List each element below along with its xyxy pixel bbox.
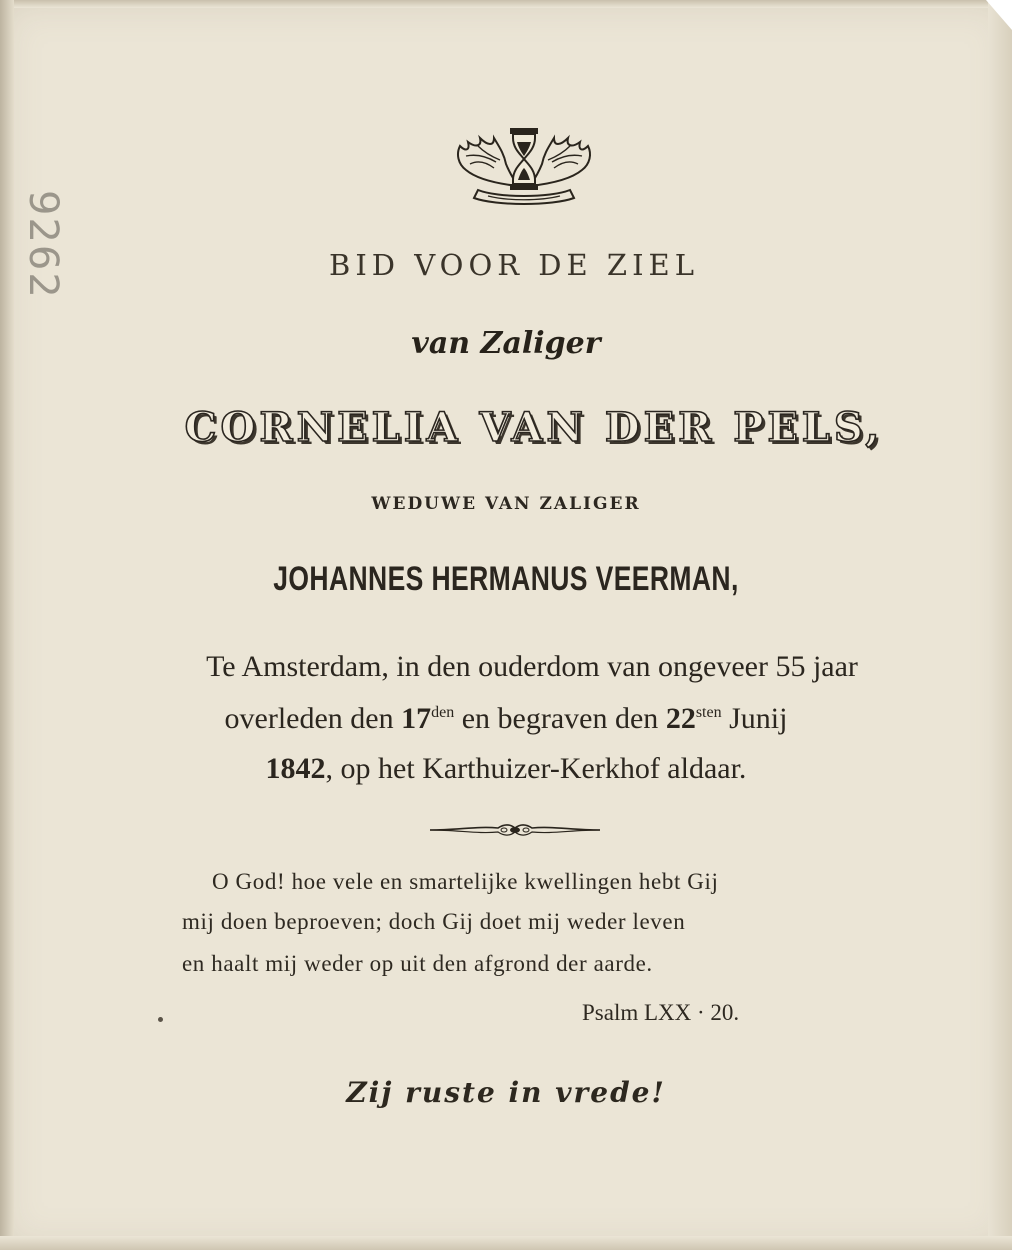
hourglass-wings-emblem-icon	[448, 124, 600, 206]
verse-line-3: en haalt mij weder op uit den afgrond der aarde.	[182, 951, 653, 976]
ornamental-divider-icon	[428, 822, 602, 838]
burial-day: 22	[665, 702, 696, 735]
closing-blessing: Zij ruste in vrede!	[346, 1076, 666, 1109]
death-day: 17	[401, 702, 432, 735]
body-text: overleden den	[224, 702, 402, 735]
verse-line-1: O God! hoe vele en smartelijke kwellingen hebt Gij	[212, 869, 719, 894]
heading-pray-for-soul: BID VOOR DE ZIEL	[329, 248, 699, 282]
body-text: en begraven den	[454, 702, 666, 735]
psalm-reference: Psalm LXX · 20.	[582, 1000, 740, 1025]
paper-edge-bottom	[0, 1236, 1012, 1250]
body-text: Junij	[721, 702, 788, 735]
body-line-1: Te Amsterdam, in den ouderdom van ongeveer 55 jaar	[206, 650, 858, 683]
paper-edge-top	[0, 0, 1012, 8]
deceased-name: CORNELIA VAN DER PELS,	[184, 404, 884, 451]
husband-name: JOHANNES HERMANUS VEERMAN,	[273, 560, 739, 598]
body-text: , op het Karthuizer-Kerkhof aldaar.	[325, 752, 747, 785]
burial-day-suffix: sten	[695, 704, 722, 721]
verse-line-2: mij doen beproeven; doch Gij doet mij weder leven	[182, 909, 686, 934]
death-day-suffix: den	[431, 704, 455, 721]
paper-edge-left	[0, 0, 14, 1250]
subheading: van Zaliger	[411, 326, 601, 361]
paper-edge-right	[988, 0, 1012, 1250]
body-line-3	[0, 752, 1012, 786]
pencil-inventory-number: 9262	[20, 190, 66, 300]
ink-dot	[158, 1017, 163, 1022]
relation-line: WEDUWE VAN ZALIGER	[371, 494, 641, 514]
year: 1842	[265, 752, 326, 785]
body-line-2	[0, 702, 1012, 736]
